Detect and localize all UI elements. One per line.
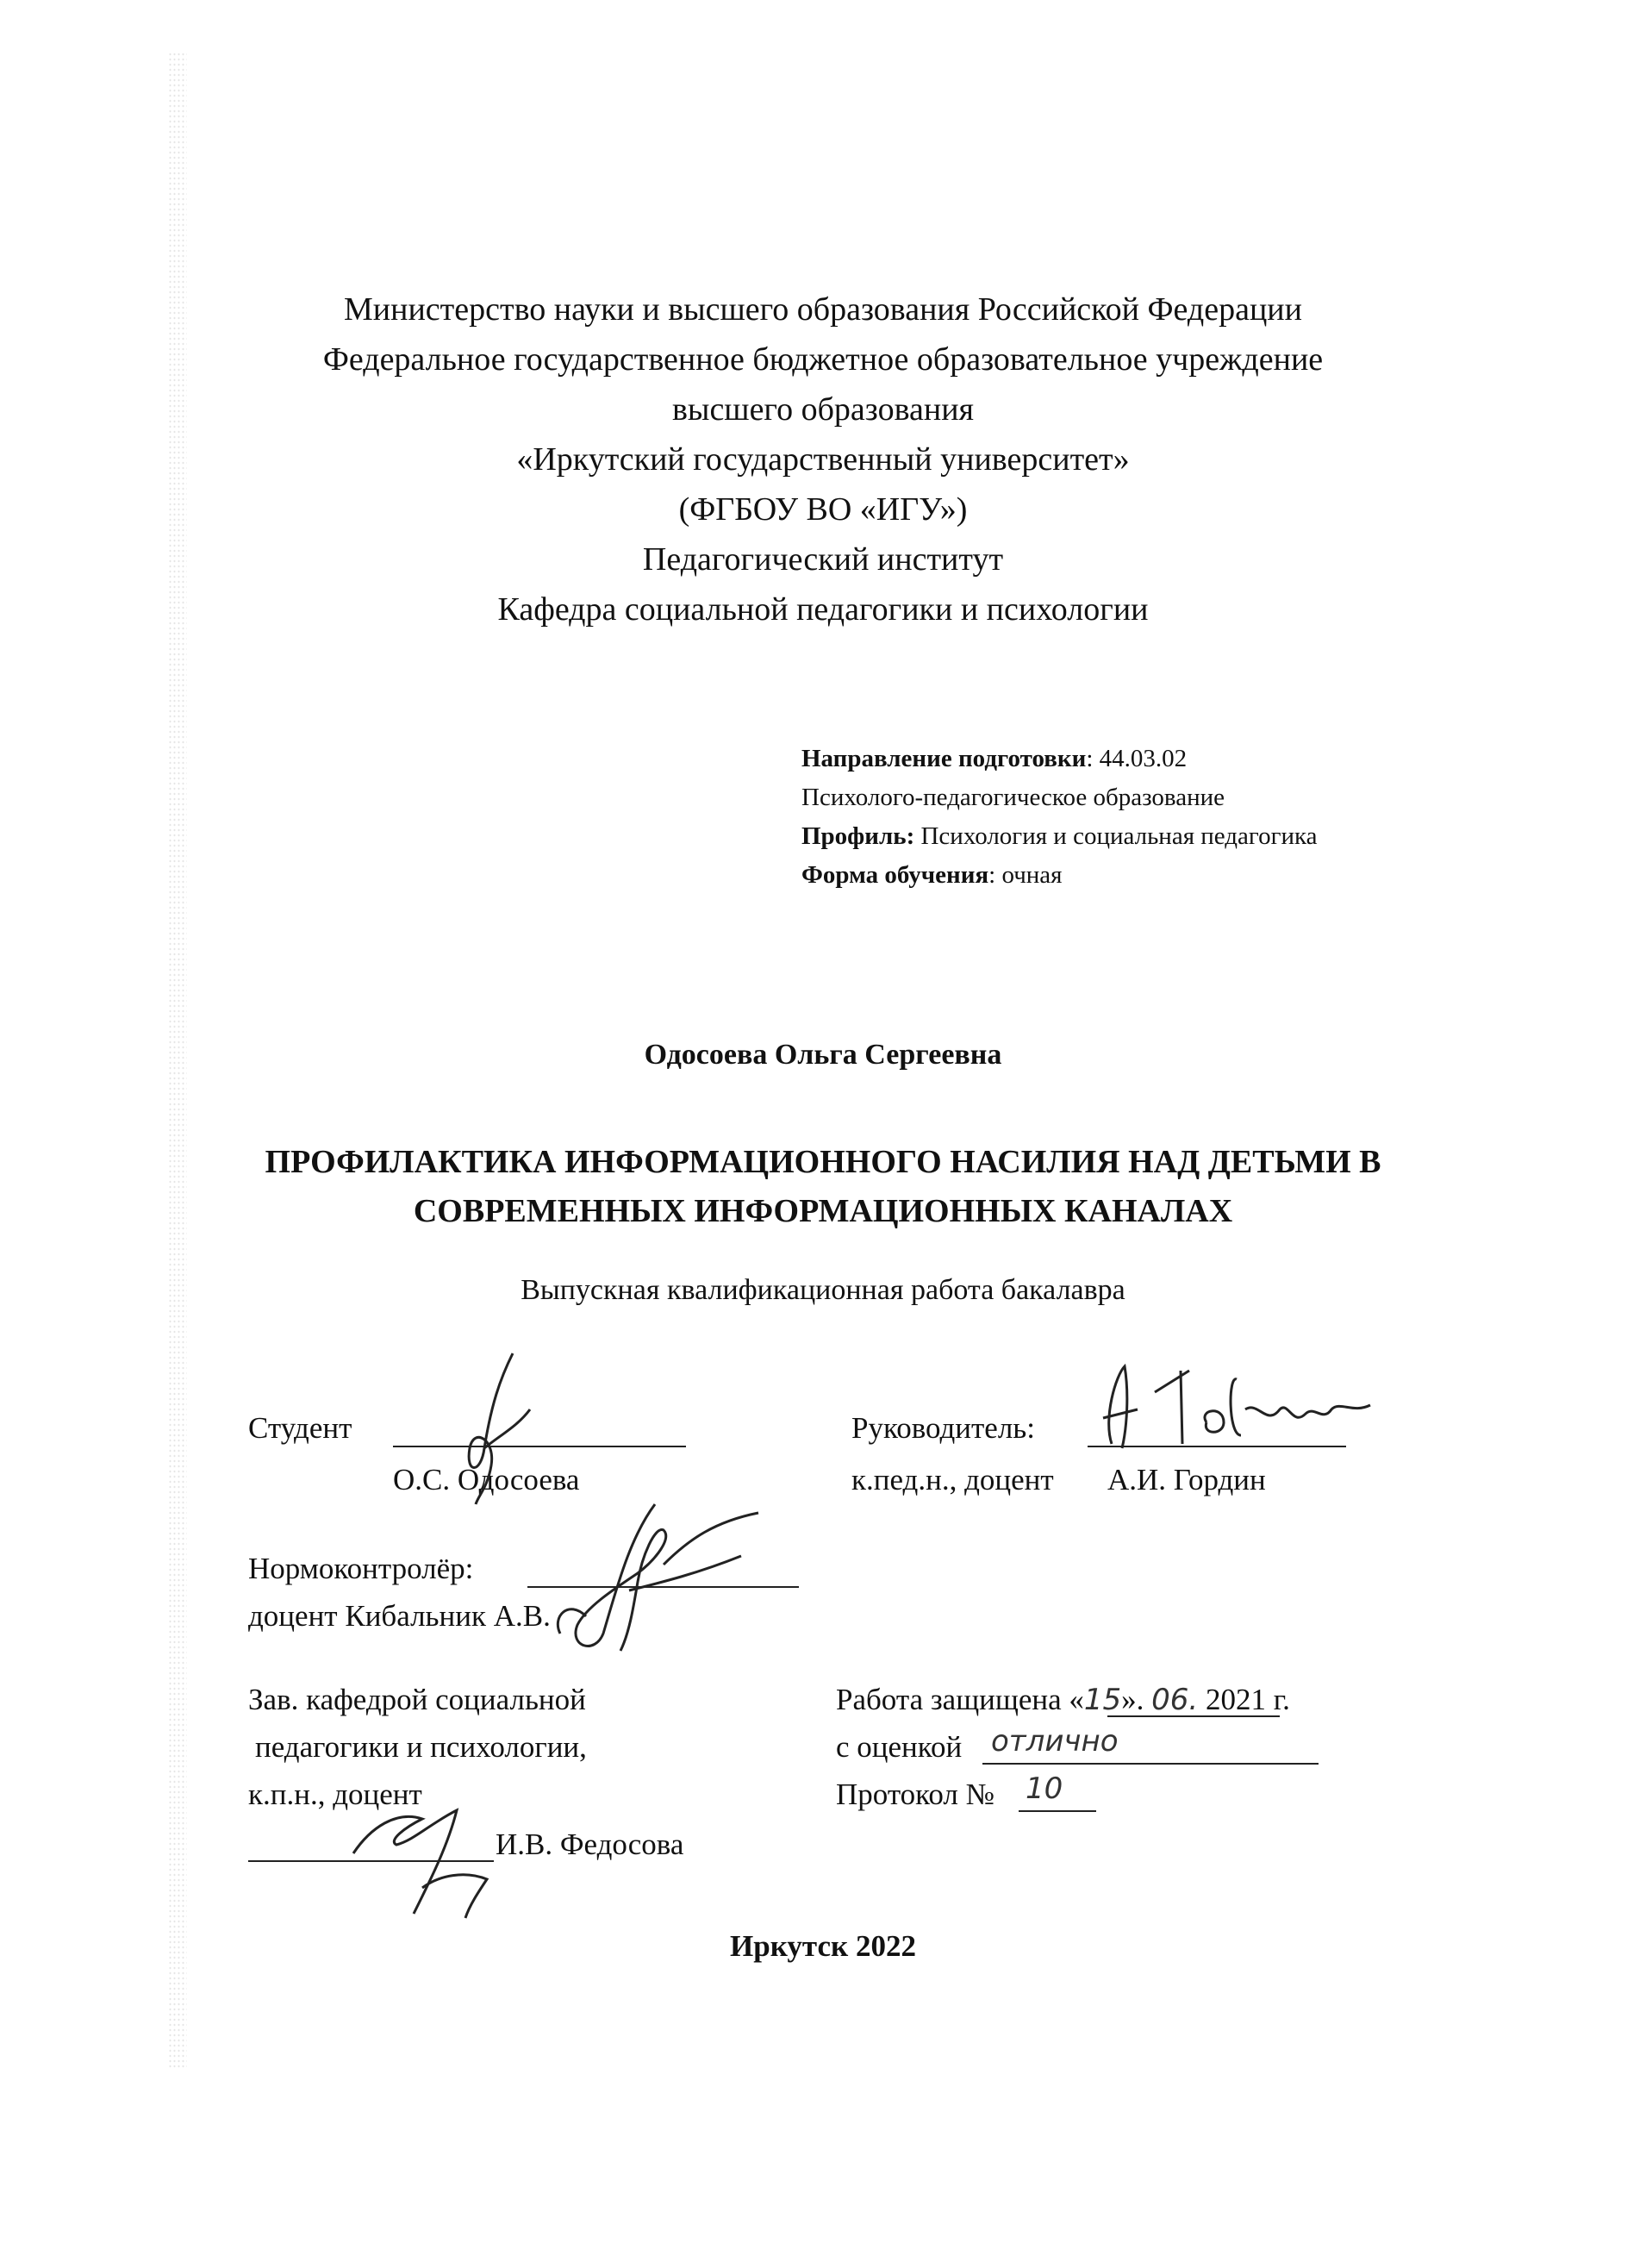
direction-value: : 44.03.02 xyxy=(1086,745,1188,772)
grade-handwritten: отлично xyxy=(991,1724,1119,1759)
profile-label: Профиль: xyxy=(801,822,915,850)
head-line-1: Зав. кафедрой социальной xyxy=(248,1683,586,1716)
institution-header xyxy=(0,284,1646,634)
defense-separator: ». xyxy=(1121,1683,1152,1716)
profile-value: Психология и социальная педагогика xyxy=(914,822,1318,850)
header-line-education-level: высшего образования xyxy=(671,391,975,428)
header-line-ministry: Министерство науки и высшего образования Российской Федерации xyxy=(344,291,1302,328)
defense-row xyxy=(836,1683,1290,1717)
direction-row xyxy=(801,740,1318,778)
head-signature xyxy=(336,1793,508,1922)
header-line-institution-type: Федеральное государственное бюджетное образовательное учреждение xyxy=(322,341,1324,378)
head-name: И.В. Федосова xyxy=(496,1828,684,1861)
direction-label: Направление подготовки xyxy=(801,745,1087,772)
title-line-1: ПРОФИЛАКТИКА ИНФОРМАЦИОННОГО НАСИЛИЯ НАД ДЕТЬМИ В xyxy=(265,1144,1381,1180)
head-line-2: педагогики и психологии, xyxy=(255,1730,587,1764)
normcontrol-label: Нормоконтролёр: xyxy=(248,1552,474,1585)
protocol-number: 10 xyxy=(1026,1771,1063,1806)
supervisor-label: Руководитель: xyxy=(851,1411,1035,1445)
head-line-3: к.п.н., доцент xyxy=(248,1778,422,1811)
supervisor-signature xyxy=(1086,1358,1379,1461)
student-signature xyxy=(431,1345,552,1509)
form-label: Форма обучения xyxy=(801,861,989,889)
city-year: Иркутск 2022 xyxy=(730,1929,916,1963)
form-value: : очная xyxy=(988,861,1063,889)
form-row xyxy=(801,856,1318,895)
normcontrol-signature xyxy=(534,1487,793,1659)
defense-month: 06. xyxy=(1151,1683,1199,1717)
defense-suffix: 2021 г. xyxy=(1198,1683,1290,1716)
title-line-2: СОВРЕМЕННЫХ ИНФОРМАЦИОННЫХ КАНАЛАХ xyxy=(413,1193,1233,1229)
grade-line xyxy=(982,1763,1319,1765)
header-line-institute: Педагогический институт xyxy=(642,541,1004,578)
student-name: О.С. Одосоева xyxy=(393,1463,580,1496)
defense-date-line xyxy=(1107,1715,1280,1717)
profile-row xyxy=(801,817,1318,856)
defense-day: 15 xyxy=(1083,1683,1122,1717)
program-info xyxy=(801,740,1318,895)
header-line-university: «Иркутский государственный университет» xyxy=(516,441,1130,478)
header-line-department: Кафедра социальной педагогики и психологии xyxy=(497,591,1149,628)
defense-prefix: Работа защищена « xyxy=(836,1683,1084,1716)
normcontrol-position-name: доцент Кибальник А.В. xyxy=(248,1599,551,1633)
thesis-title xyxy=(0,1138,1646,1236)
supervisor-name: А.И. Гордин xyxy=(1107,1463,1266,1496)
header-line-abbreviation: (ФГБОУ ВО «ИГУ») xyxy=(678,491,968,528)
protocol-line xyxy=(1019,1810,1096,1812)
grade-label: с оценкой xyxy=(836,1730,963,1764)
work-type: Выпускная квалификационная работа бакалавра xyxy=(521,1274,1125,1306)
student-label: Студент xyxy=(248,1411,352,1445)
author-name: Одосоева Ольга Сергеевна xyxy=(644,1039,1002,1071)
protocol-label: Протокол № xyxy=(836,1778,995,1811)
supervisor-position: к.пед.н., доцент xyxy=(851,1463,1054,1496)
direction-name: Психолого-педагогическое образование xyxy=(801,784,1225,811)
